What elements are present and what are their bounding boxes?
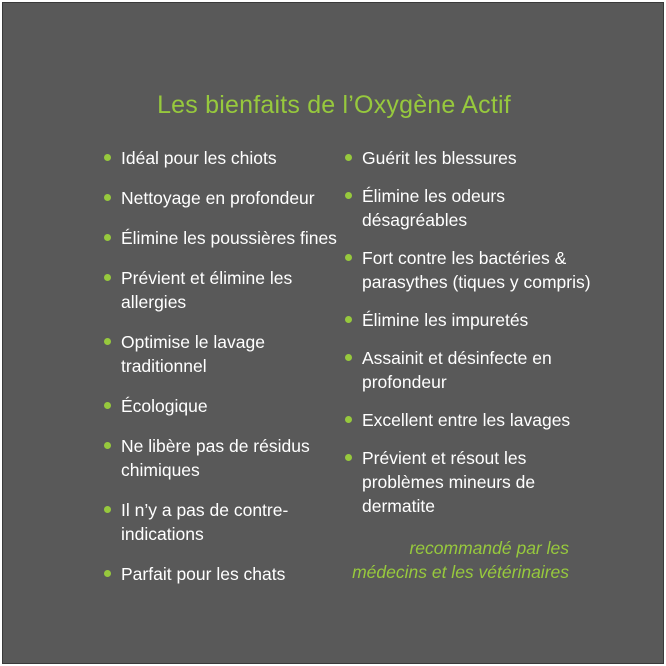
bullet-icon	[104, 194, 111, 201]
benefits-panel	[2, 2, 664, 664]
benefits-list-left	[104, 146, 340, 586]
list-item	[345, 346, 595, 394]
bullet-icon	[104, 442, 111, 449]
benefits-list-right	[345, 146, 595, 518]
list-item-label: Optimise le lavage traditionnel	[121, 332, 265, 376]
list-item-label: Excellent entre les lavages	[362, 410, 571, 430]
bullet-icon	[104, 154, 111, 161]
bullet-icon	[104, 402, 111, 409]
bullet-icon	[345, 192, 352, 199]
list-item	[104, 146, 340, 170]
list-item	[345, 408, 595, 432]
bullet-icon	[345, 316, 352, 323]
list-item	[345, 308, 595, 332]
list-item-label: Prévient et résout les problèmes mineurs de dermatite	[362, 448, 536, 516]
recommendation-line-1: recommandé par les	[409, 538, 569, 558]
bullet-icon	[345, 254, 352, 261]
list-item-label: Prévient et élimine les allergies	[121, 268, 293, 312]
list-item-label: Élimine les odeurs désagréables	[362, 186, 505, 230]
list-item	[345, 184, 595, 232]
list-item-label: Écologique	[121, 396, 208, 416]
list-item	[345, 246, 595, 294]
list-item-label: Parfait pour les chats	[121, 564, 286, 584]
list-item	[104, 330, 340, 378]
bullet-icon	[345, 454, 352, 461]
list-item-label: Nettoyage en profondeur	[121, 188, 315, 208]
bullet-icon	[104, 234, 111, 241]
list-item	[104, 186, 340, 210]
bullet-icon	[345, 154, 352, 161]
bullet-icon	[345, 416, 352, 423]
list-item-label: Élimine les impuretés	[362, 310, 529, 330]
list-item	[104, 434, 340, 482]
bullet-icon	[345, 354, 352, 361]
bullet-icon	[104, 338, 111, 345]
list-item	[104, 562, 340, 586]
bullet-icon	[104, 274, 111, 281]
recommendation-line-2: médecins et les vétérinaires	[352, 562, 569, 582]
list-item	[104, 498, 340, 546]
list-item	[104, 266, 340, 314]
list-item	[345, 446, 595, 518]
list-item	[345, 146, 595, 170]
list-item-label: Guérit les blessures	[362, 148, 517, 168]
list-item-label: Élimine les poussières fines	[121, 228, 337, 248]
list-item-label: Ne libère pas de résidus chimiques	[121, 436, 310, 480]
recommendation-note	[333, 536, 569, 584]
list-item-label: Assainit et désinfecte en profondeur	[362, 348, 552, 392]
list-item-label: Idéal pour les chiots	[121, 148, 277, 168]
list-item	[104, 394, 340, 418]
list-item-label: Il n’y a pas de contre-indications	[121, 500, 289, 544]
list-item-label: Fort contre les bactéries & parasythes (tiques y compris)	[362, 248, 591, 292]
list-item	[104, 226, 340, 250]
page-title: Les bienfaits de l’Oxygène Actif	[157, 91, 511, 119]
bullet-icon	[104, 506, 111, 513]
bullet-icon	[104, 570, 111, 577]
